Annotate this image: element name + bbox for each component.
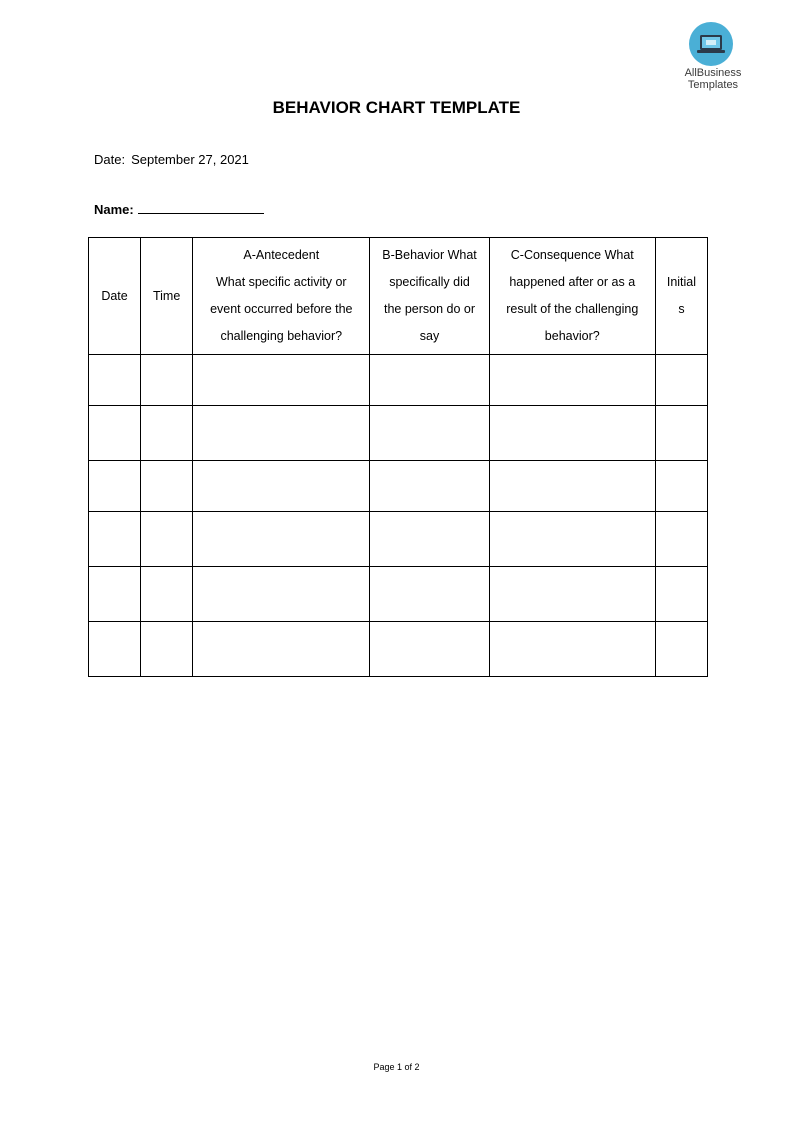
table-cell[interactable] <box>370 622 489 677</box>
table-cell[interactable] <box>193 512 370 567</box>
date-value: September 27, 2021 <box>131 152 249 167</box>
header-line: C-Consequence What <box>510 248 634 262</box>
table-cell[interactable] <box>370 406 489 461</box>
table-cell[interactable] <box>89 567 141 622</box>
table-header-row <box>89 238 708 355</box>
table-cell[interactable] <box>141 622 193 677</box>
header-behavior <box>370 238 489 355</box>
date-label: Date: <box>94 152 126 167</box>
table-cell[interactable] <box>141 567 193 622</box>
header-line: What specific activity or <box>216 275 347 289</box>
table-cell[interactable] <box>655 355 707 406</box>
name-line <box>94 200 264 217</box>
table-cell[interactable] <box>370 355 489 406</box>
table-cell[interactable] <box>655 406 707 461</box>
page-number: Page 1 of 2 <box>373 1062 420 1072</box>
header-line: say <box>419 329 440 343</box>
header-line: Date <box>101 288 128 303</box>
table-cell[interactable] <box>89 512 141 567</box>
table-cell[interactable] <box>655 622 707 677</box>
logo-circle <box>689 22 733 66</box>
table-cell[interactable] <box>489 512 655 567</box>
header-line: happened after or as a <box>509 275 636 289</box>
header-line: the person do or <box>384 302 476 316</box>
table-cell[interactable] <box>370 567 489 622</box>
name-label: Name: <box>94 202 134 217</box>
header-line: challenging behavior? <box>220 329 343 343</box>
table-cell[interactable] <box>89 406 141 461</box>
header-line: behavior? <box>544 329 600 343</box>
logo-text <box>680 67 746 91</box>
name-blank-line <box>138 200 264 214</box>
table-row <box>89 461 708 512</box>
header-line: specifically did <box>389 275 470 289</box>
header-line: Initial <box>666 275 697 289</box>
header-line: B-Behavior What <box>382 248 477 262</box>
table-cell[interactable] <box>193 567 370 622</box>
header-line: event occurred before the <box>210 302 353 316</box>
header-consequence <box>489 238 655 355</box>
table-cell[interactable] <box>89 622 141 677</box>
allbusiness-logo <box>680 22 746 94</box>
header-antecedent <box>193 238 370 355</box>
table-cell[interactable] <box>141 406 193 461</box>
table-cell[interactable] <box>193 406 370 461</box>
table-cell[interactable] <box>370 512 489 567</box>
header-line: A-Antecedent <box>243 248 320 262</box>
table-cell[interactable] <box>655 567 707 622</box>
table-cell[interactable] <box>141 512 193 567</box>
table-cell[interactable] <box>489 406 655 461</box>
table-row <box>89 622 708 677</box>
header-line: Time <box>152 288 181 303</box>
table-cell[interactable] <box>193 355 370 406</box>
header-time <box>141 238 193 355</box>
table-row <box>89 406 708 461</box>
page-title: BEHAVIOR CHART TEMPLATE <box>272 98 521 117</box>
header-date <box>89 238 141 355</box>
table-row <box>89 355 708 406</box>
table-cell[interactable] <box>489 355 655 406</box>
table-cell[interactable] <box>370 461 489 512</box>
table-cell[interactable] <box>193 461 370 512</box>
table-cell[interactable] <box>89 355 141 406</box>
date-line <box>94 152 249 167</box>
header-line: result of the challenging <box>506 302 639 316</box>
table-row <box>89 567 708 622</box>
table-cell[interactable] <box>489 567 655 622</box>
logo-line-2: Templates <box>687 79 739 91</box>
laptop-icon <box>689 22 733 66</box>
table-cell[interactable] <box>141 355 193 406</box>
behavior-chart-table <box>88 237 708 677</box>
header-line: s <box>678 302 685 316</box>
table-cell[interactable] <box>141 461 193 512</box>
table-cell[interactable] <box>89 461 141 512</box>
logo-line-1: AllBusiness <box>684 67 742 79</box>
header-initials <box>655 238 707 355</box>
table-cell[interactable] <box>489 622 655 677</box>
table-cell[interactable] <box>655 512 707 567</box>
table-cell[interactable] <box>489 461 655 512</box>
table-row <box>89 512 708 567</box>
table-cell[interactable] <box>655 461 707 512</box>
table-cell[interactable] <box>193 622 370 677</box>
